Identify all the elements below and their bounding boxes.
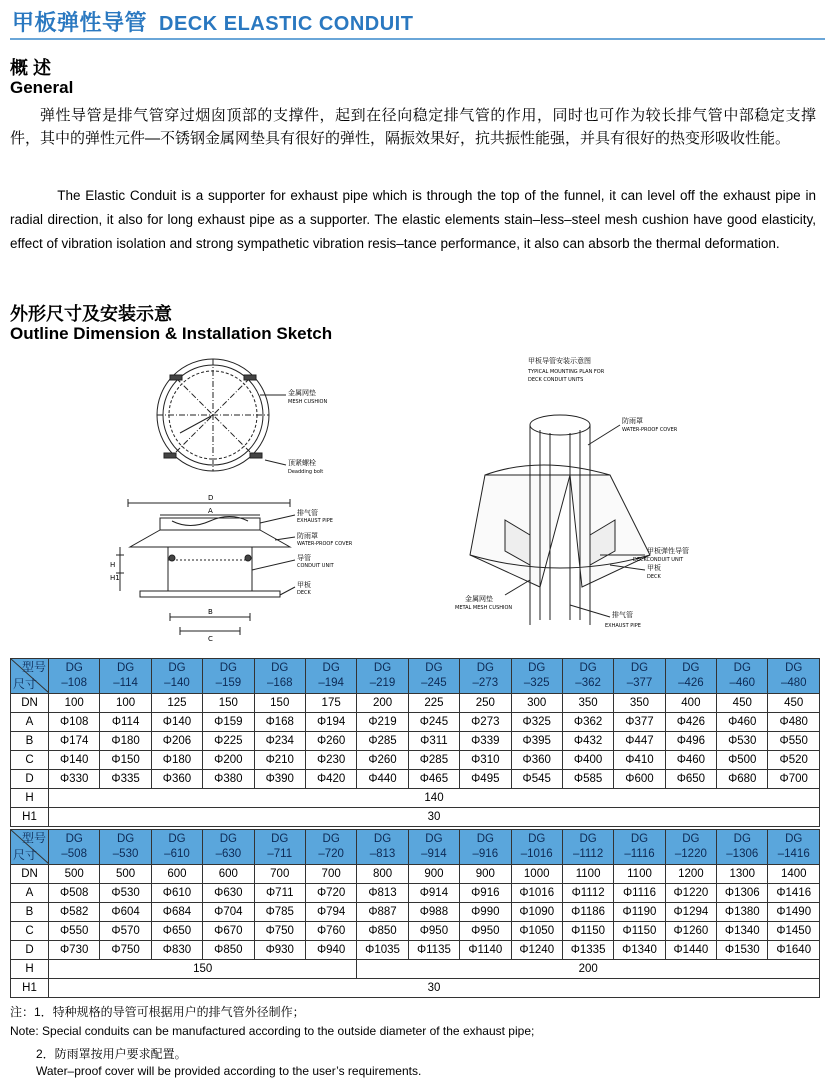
table-cell: 200: [357, 694, 408, 713]
model-header-cell: DG –325: [511, 659, 562, 694]
table-cell: Φ140: [49, 751, 100, 770]
table-cell: Φ1260: [665, 922, 716, 941]
table-cell: 225: [408, 694, 459, 713]
model-header-cell: DG –108: [49, 659, 100, 694]
table-row-h1: [11, 808, 820, 827]
table-cell: 500: [49, 865, 100, 884]
table-cell: Φ1116: [614, 884, 665, 903]
table-cell: Φ339: [460, 732, 511, 751]
row-label-cell: D: [11, 770, 49, 789]
table-cell: Φ420: [305, 770, 356, 789]
table-cell: 350: [614, 694, 665, 713]
table-cell: Φ400: [562, 751, 613, 770]
table-cell: 175: [305, 694, 356, 713]
table-cell: Φ410: [614, 751, 665, 770]
model-header-cell: DG –1112: [562, 830, 613, 865]
table-cell: Φ550: [49, 922, 100, 941]
table-cell: Φ813: [357, 884, 408, 903]
table-cell: Φ395: [511, 732, 562, 751]
page-title: [12, 6, 413, 37]
r-exhaust-label-en: EXHAUST PIPE: [605, 623, 641, 629]
model-header-cell: DG –711: [254, 830, 305, 865]
table-cell: Φ360: [151, 770, 202, 789]
table-cell: Φ720: [305, 884, 356, 903]
table-corner-cell: [11, 659, 49, 694]
table-cell: Φ610: [151, 884, 202, 903]
table-row: [11, 694, 820, 713]
table-corner-cell: [11, 830, 49, 865]
note-1-cn: 注：1．特种规格的导管可根据用户的排气管外径制作；: [10, 1005, 305, 1019]
table-cell: 300: [511, 694, 562, 713]
table-cell: Φ650: [151, 922, 202, 941]
table-cell: Φ219: [357, 713, 408, 732]
table-cell: 1100: [562, 865, 613, 884]
table-cell: Φ850: [357, 922, 408, 941]
table-cell: 1000: [511, 865, 562, 884]
table-cell: 1300: [717, 865, 768, 884]
corner-model-label: 型号: [21, 831, 46, 845]
table-cell: Φ1016: [511, 884, 562, 903]
table-cell: Φ1090: [511, 903, 562, 922]
row-label-cell: DN: [11, 694, 49, 713]
table-cell: Φ210: [254, 751, 305, 770]
row-label-cell: A: [11, 884, 49, 903]
row-label-cell: B: [11, 903, 49, 922]
model-header-cell: DG –426: [665, 659, 716, 694]
mounting-plan-view: [470, 415, 650, 625]
table-cell: Φ1450: [768, 922, 820, 941]
table-cell: Φ750: [100, 941, 151, 960]
spec-table-2: [10, 829, 820, 998]
table-cell: Φ1335: [562, 941, 613, 960]
mesh-label-en: MESH CUSHION: [288, 399, 328, 405]
table-cell: Φ1240: [511, 941, 562, 960]
model-header-cell: DG –1416: [768, 830, 820, 865]
h1-value-cell: 30: [49, 979, 820, 998]
table-cell: 1400: [768, 865, 820, 884]
h-value-cell-a: 150: [49, 960, 357, 979]
table-cell: Φ496: [665, 732, 716, 751]
deck-label-cn: 甲板: [297, 581, 311, 589]
table-row: [11, 713, 820, 732]
table-cell: Φ850: [203, 941, 254, 960]
table-cell: Φ200: [203, 751, 254, 770]
table-cell: Φ1140: [460, 941, 511, 960]
spec-table-1: [10, 658, 820, 827]
row-label-cell: H1: [11, 979, 49, 998]
table-cell: Φ273: [460, 713, 511, 732]
dim-a: A: [208, 507, 213, 515]
table-cell: Φ150: [100, 751, 151, 770]
table-cell: Φ285: [408, 751, 459, 770]
table-cell: 125: [151, 694, 202, 713]
model-header-cell: DG –245: [408, 659, 459, 694]
table-cell: Φ460: [717, 713, 768, 732]
table-row-h: [11, 960, 820, 979]
deck-label-en: DECK: [297, 590, 311, 596]
table-cell: Φ730: [49, 941, 100, 960]
table-cell: Φ440: [357, 770, 408, 789]
table-cell: Φ950: [408, 922, 459, 941]
table-cell: Φ630: [203, 884, 254, 903]
general-paragraph-en: The Elastic Conduit is a supporter for exhaust pipe which is through the top of the funnel, it can level off the exhaust pipe in radial direction, it also for long exhaust pipe as a supporter. The elastic elements stain–less–steel mesh cushion have good elasticity, effect of vibration isolation and strong sympathetic vibration resis–tance performance, it also can absorb the thermal deformation.: [10, 188, 816, 251]
table-cell: Φ750: [254, 922, 305, 941]
bolt-label-en: Deadding bolt: [288, 469, 324, 475]
general-paragraph-cn: 弹性导管是排气管穿过烟囱顶部的支撑件，起到在径向稳定排气管的作用，同时也可作为较长排气管中部稳定支撑件，其中的弹性元件—不锈钢金属网垫具有很好的弹性，隔振效果好，抗共振性能强，并具有很好的热变形吸收性能。: [10, 107, 816, 147]
table-cell: Φ650: [665, 770, 716, 789]
table-cell: Φ930: [254, 941, 305, 960]
table-cell: Φ1190: [614, 903, 665, 922]
row-label-cell: C: [11, 922, 49, 941]
table-cell: Φ390: [254, 770, 305, 789]
table-cell: Φ1530: [717, 941, 768, 960]
corner-size-label: 尺寸: [13, 677, 38, 691]
table-cell: Φ380: [203, 770, 254, 789]
row-label-cell: B: [11, 732, 49, 751]
table-cell: Φ426: [665, 713, 716, 732]
plan-title-cn: 甲板导管安装示意图: [528, 357, 591, 365]
table-cell: 600: [203, 865, 254, 884]
table-cell: Φ785: [254, 903, 305, 922]
table-cell: Φ988: [408, 903, 459, 922]
table-cell: 150: [203, 694, 254, 713]
table-cell: Φ1416: [768, 884, 820, 903]
table-cell: Φ570: [100, 922, 151, 941]
table-cell: Φ990: [460, 903, 511, 922]
model-header-cell: DG –159: [203, 659, 254, 694]
model-header-cell: DG –813: [357, 830, 408, 865]
table-cell: Φ711: [254, 884, 305, 903]
table-cell: 450: [768, 694, 820, 713]
model-header-cell: DG –530: [100, 830, 151, 865]
table-cell: Φ325: [511, 713, 562, 732]
table-row: [11, 770, 820, 789]
dim-b: B: [208, 608, 213, 616]
r-mesh-label-en: METAL MESH CUSHION: [455, 605, 513, 611]
table-cell: Φ180: [151, 751, 202, 770]
table-cell: 1100: [614, 865, 665, 884]
table-cell: Φ1340: [717, 922, 768, 941]
table-cell: Φ684: [151, 903, 202, 922]
table-cell: 600: [151, 865, 202, 884]
table-cell: Φ335: [100, 770, 151, 789]
table-cell: Φ700: [768, 770, 820, 789]
h-value-cell-b: 200: [357, 960, 820, 979]
table-row: [11, 922, 820, 941]
conduit-section-view: [116, 499, 295, 635]
table-cell: Φ887: [357, 903, 408, 922]
table-cell: Φ1112: [562, 884, 613, 903]
corner-model-label: 型号: [21, 660, 46, 674]
table-cell: Φ1035: [357, 941, 408, 960]
table-cell: Φ1640: [768, 941, 820, 960]
table-cell: Φ508: [49, 884, 100, 903]
dim-h1: H1: [110, 574, 120, 582]
table-row-h: [11, 789, 820, 808]
installation-drawing: [110, 355, 710, 645]
title-cn: 甲板弹性导管: [12, 10, 148, 35]
h1-value-cell: 30: [49, 808, 820, 827]
r-cover-label-en: WATER-PROOF COVER: [622, 427, 678, 433]
table-cell: Φ108: [49, 713, 100, 732]
table-cell: 500: [100, 865, 151, 884]
table-cell: Φ310: [460, 751, 511, 770]
table-row-h1: [11, 979, 820, 998]
h-value-cell: 140: [49, 789, 820, 808]
row-label-cell: A: [11, 713, 49, 732]
table-cell: Φ520: [768, 751, 820, 770]
table-cell: Φ1294: [665, 903, 716, 922]
conduit-label-cn: 导管: [297, 554, 311, 562]
table-cell: Φ1135: [408, 941, 459, 960]
table-cell: Φ1380: [717, 903, 768, 922]
corner-size-label: 尺寸: [13, 848, 38, 862]
table-cell: 700: [254, 865, 305, 884]
dim-h: H: [110, 561, 116, 569]
table-cell: 1200: [665, 865, 716, 884]
table-cell: Φ174: [49, 732, 100, 751]
exhaust-label-cn: 排气管: [297, 509, 318, 517]
outline-heading-en: Outline Dimension & Installation Sketch: [10, 324, 333, 343]
table-row: [11, 751, 820, 770]
table-cell: Φ1050: [511, 922, 562, 941]
bolt-label-cn: 顶紧螺栓: [288, 459, 316, 467]
model-header-cell: DG –610: [151, 830, 202, 865]
table-cell: Φ940: [305, 941, 356, 960]
row-label-cell: C: [11, 751, 49, 770]
r-conduit-label-cn: 甲板弹性导管: [647, 547, 689, 555]
dim-d: D: [208, 494, 214, 502]
model-header-cell: DG –114: [100, 659, 151, 694]
model-header-cell: DG –1016: [511, 830, 562, 865]
r-mesh-label-cn: 金属网垫: [465, 595, 493, 603]
table-row: [11, 941, 820, 960]
table-cell: Φ432: [562, 732, 613, 751]
table-cell: Φ582: [49, 903, 100, 922]
cover-label-cn: 防雨罩: [297, 532, 318, 540]
table-cell: Φ530: [100, 884, 151, 903]
table-cell: 400: [665, 694, 716, 713]
table-cell: 800: [357, 865, 408, 884]
table-cell: Φ1440: [665, 941, 716, 960]
table-cell: 350: [562, 694, 613, 713]
table-cell: Φ1340: [614, 941, 665, 960]
table-cell: Φ1490: [768, 903, 820, 922]
table-cell: Φ680: [717, 770, 768, 789]
table-cell: Φ1186: [562, 903, 613, 922]
table-cell: Φ545: [511, 770, 562, 789]
table-cell: 900: [408, 865, 459, 884]
table-cell: Φ159: [203, 713, 254, 732]
model-header-cell: DG –377: [614, 659, 665, 694]
model-header-cell: DG –630: [203, 830, 254, 865]
model-header-cell: DG –914: [408, 830, 459, 865]
r-conduit-label-en: DECKCONDUIT UNIT: [633, 557, 684, 563]
outline-heading-cn: 外形尺寸及安装示意: [10, 304, 172, 324]
table-cell: Φ530: [717, 732, 768, 751]
r-exhaust-label-cn: 排气管: [612, 611, 633, 619]
model-header-cell: DG –480: [768, 659, 820, 694]
table-cell: Φ500: [717, 751, 768, 770]
table-cell: Φ794: [305, 903, 356, 922]
table-cell: Φ550: [768, 732, 820, 751]
table-cell: Φ704: [203, 903, 254, 922]
note-1-en: Note: Special conduits can be manufactured according to the outside diameter of the exhaust pipe;: [10, 1024, 535, 1038]
table-cell: Φ206: [151, 732, 202, 751]
table-cell: Φ377: [614, 713, 665, 732]
table-cell: Φ447: [614, 732, 665, 751]
table-cell: Φ916: [460, 884, 511, 903]
table-cell: 100: [100, 694, 151, 713]
table-cell: Φ1306: [717, 884, 768, 903]
table-cell: Φ114: [100, 713, 151, 732]
exhaust-label-en: EXHAUST PIPE: [297, 518, 333, 524]
r-cover-label-cn: 防雨罩: [622, 417, 643, 425]
table-cell: 900: [460, 865, 511, 884]
table-cell: 250: [460, 694, 511, 713]
table-cell: Φ245: [408, 713, 459, 732]
table-cell: 700: [305, 865, 356, 884]
note-2-cn: 2．防雨罩按用户要求配置。: [36, 1047, 187, 1061]
table-cell: Φ1150: [562, 922, 613, 941]
table-header-row: [11, 659, 820, 694]
plan-title-en-2: DECK CONDUIT UNITS: [528, 377, 584, 383]
table-cell: Φ1150: [614, 922, 665, 941]
table-cell: Φ604: [100, 903, 151, 922]
cover-label-en: WATER-PROOF COVER: [297, 541, 353, 547]
table-cell: Φ760: [305, 922, 356, 941]
table-cell: Φ230: [305, 751, 356, 770]
model-header-cell: DG –140: [151, 659, 202, 694]
table-cell: Φ600: [614, 770, 665, 789]
table-cell: Φ465: [408, 770, 459, 789]
note-2-en: Water–proof cover will be provided according to the user’s requirements.: [36, 1064, 422, 1078]
table-cell: Φ362: [562, 713, 613, 732]
table-cell: 450: [717, 694, 768, 713]
table-cell: Φ285: [357, 732, 408, 751]
general-heading-en: General: [10, 78, 74, 97]
general-heading-cn: 概 述: [10, 58, 52, 78]
table-cell: Φ168: [254, 713, 305, 732]
r-deck-label-en: DECK: [647, 574, 661, 580]
conduit-plan-view: [157, 359, 286, 471]
row-label-cell: H: [11, 960, 49, 979]
plan-title-en-1: TYPICAL MOUNTING PLAN FOR: [528, 369, 605, 375]
mesh-label-cn: 金属网垫: [288, 389, 316, 397]
table-cell: Φ480: [768, 713, 820, 732]
table-cell: Φ460: [665, 751, 716, 770]
row-label-cell: DN: [11, 865, 49, 884]
model-header-cell: DG –1306: [717, 830, 768, 865]
table-row: [11, 865, 820, 884]
model-header-cell: DG –916: [460, 830, 511, 865]
model-header-cell: DG –1220: [665, 830, 716, 865]
model-header-cell: DG –168: [254, 659, 305, 694]
table-cell: Φ140: [151, 713, 202, 732]
table-header-row: [11, 830, 820, 865]
row-label-cell: H: [11, 789, 49, 808]
table-cell: Φ914: [408, 884, 459, 903]
model-header-cell: DG –1116: [614, 830, 665, 865]
title-en: DECK ELASTIC CONDUIT: [159, 13, 414, 35]
table-cell: Φ670: [203, 922, 254, 941]
table-cell: 150: [254, 694, 305, 713]
table-cell: Φ585: [562, 770, 613, 789]
r-deck-label-cn: 甲板: [647, 564, 661, 572]
table-cell: Φ225: [203, 732, 254, 751]
table-cell: Φ234: [254, 732, 305, 751]
dim-c: C: [208, 635, 213, 643]
model-header-cell: DG –194: [305, 659, 356, 694]
row-label-cell: H1: [11, 808, 49, 827]
table-cell: Φ1220: [665, 884, 716, 903]
table-cell: Φ495: [460, 770, 511, 789]
table-row: [11, 903, 820, 922]
table-cell: Φ311: [408, 732, 459, 751]
conduit-label-en: CONDUIT UNIT: [297, 563, 334, 569]
model-header-cell: DG –219: [357, 659, 408, 694]
table-cell: Φ330: [49, 770, 100, 789]
model-header-cell: DG –273: [460, 659, 511, 694]
table-cell: Φ950: [460, 922, 511, 941]
row-label-cell: D: [11, 941, 49, 960]
table-cell: Φ180: [100, 732, 151, 751]
table-row: [11, 884, 820, 903]
table-cell: Φ360: [511, 751, 562, 770]
table-cell: Φ260: [305, 732, 356, 751]
title-divider: [10, 38, 825, 40]
table-cell: Φ194: [305, 713, 356, 732]
table-cell: Φ830: [151, 941, 202, 960]
model-header-cell: DG –720: [305, 830, 356, 865]
table-cell: Φ260: [357, 751, 408, 770]
model-header-cell: DG –362: [562, 659, 613, 694]
table-row: [11, 732, 820, 751]
model-header-cell: DG –460: [717, 659, 768, 694]
table-cell: 100: [49, 694, 100, 713]
model-header-cell: DG –508: [49, 830, 100, 865]
